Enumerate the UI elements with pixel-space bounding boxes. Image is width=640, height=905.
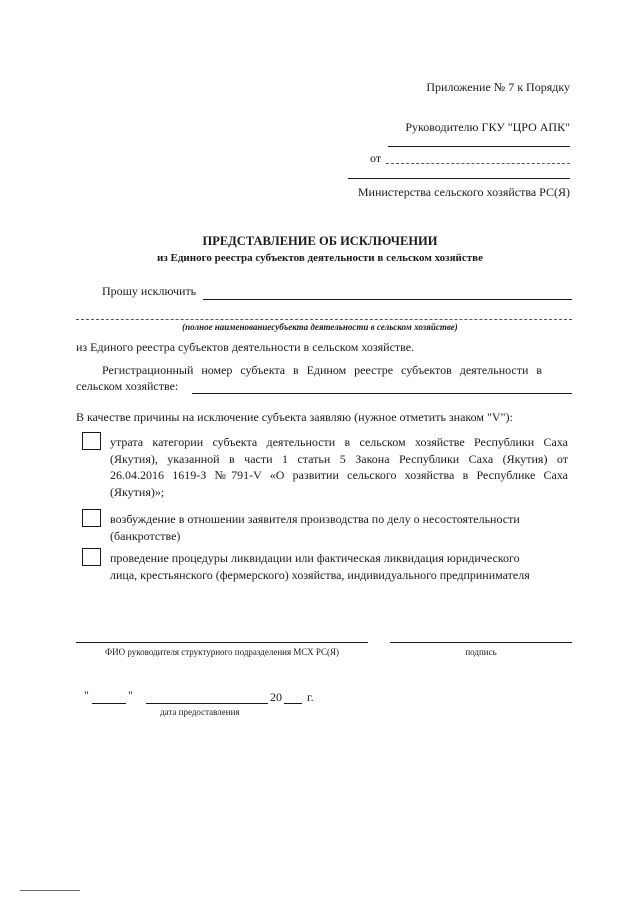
reason-1-line-2: (Якутия), указанной в части 1 статьи 5 Закона Республики Саха (Якутия) от (110, 452, 568, 466)
registration-number-field[interactable] (192, 393, 572, 394)
registration-line-1: Регистрационный номер субъекта в Едином реестре субъектов деятельности в (102, 363, 542, 377)
document-title: ПРЕДСТАВЛЕНИЕ ОБ ИСКЛЮЧЕНИИ (202, 234, 438, 248)
appendix-note: Приложение № 7 к Порядку (426, 80, 570, 94)
date-year-suffix: г. (307, 690, 314, 704)
reason-1-line-3: 26.04.2016 1619-З №791-V «О развитии сельского хозяйства в Республике Саха (110, 468, 568, 482)
date-year-field[interactable] (284, 703, 302, 704)
subject-name-hint: (полное наименованиесубъекта деятельности в сельском хозяйстве) (182, 322, 458, 332)
reason-2-line-2: (банкротстве) (110, 529, 181, 543)
reason-3-checkbox[interactable] (82, 548, 101, 566)
reason-3-line-2: лица, крестьянского (фермерского) хозяйства, индивидуального предпринимателя (110, 568, 530, 582)
subject-name-field-2[interactable] (76, 319, 572, 320)
ministry-label: Министерства сельского хозяйства РС(Я) (357, 185, 570, 199)
date-quote-open: " (84, 688, 89, 702)
request-label: Прошу исключить (102, 284, 197, 298)
registration-line-2: сельском хозяйстве: (76, 379, 179, 393)
reason-2-checkbox[interactable] (82, 509, 101, 527)
date-label: дата предоставления (160, 707, 240, 717)
from-field[interactable] (386, 163, 570, 164)
reasons-intro: В качестве причины на исключение субъекта заявляю (нужное отметить знаком "V"): (76, 410, 513, 424)
signature-label: подпись (465, 647, 497, 657)
reason-1-checkbox[interactable] (82, 432, 101, 450)
date-month-field[interactable] (146, 703, 268, 704)
reason-1-line-4: (Якутия)»; (110, 485, 165, 499)
reason-2-line-1: возбуждение в отношении заявителя производства по делу о несостоятельности (110, 512, 520, 526)
request-continuation: из Единого реестра субъектов деятельности в сельском хозяйстве. (76, 340, 415, 354)
date-quote-close: " (128, 688, 133, 702)
footnote-separator (20, 890, 80, 891)
fio-field[interactable] (76, 642, 368, 643)
document-subtitle: из Единого реестра субъектов деятельности в сельском хозяйстве (157, 252, 483, 264)
reason-3-line-1: проведение процедуры ликвидации или фактическая ликвидация юридического (110, 551, 520, 565)
from-field-line-2[interactable] (348, 178, 570, 179)
signature-field[interactable] (390, 642, 572, 643)
fio-label: ФИО руководителя структурного подразделения МСХ РС(Я) (104, 647, 340, 657)
date-year-prefix: 20 (270, 690, 282, 704)
date-day-field[interactable] (92, 703, 126, 704)
addressee: Руководителю ГКУ "ЦРО АПК" (405, 120, 570, 134)
addressee-line (388, 146, 570, 147)
from-label: от (370, 151, 382, 165)
subject-name-field[interactable] (203, 299, 572, 300)
reason-1-line-1: утрата категории субъекта деятельности в сельском хозяйстве Республики Саха (110, 435, 568, 449)
